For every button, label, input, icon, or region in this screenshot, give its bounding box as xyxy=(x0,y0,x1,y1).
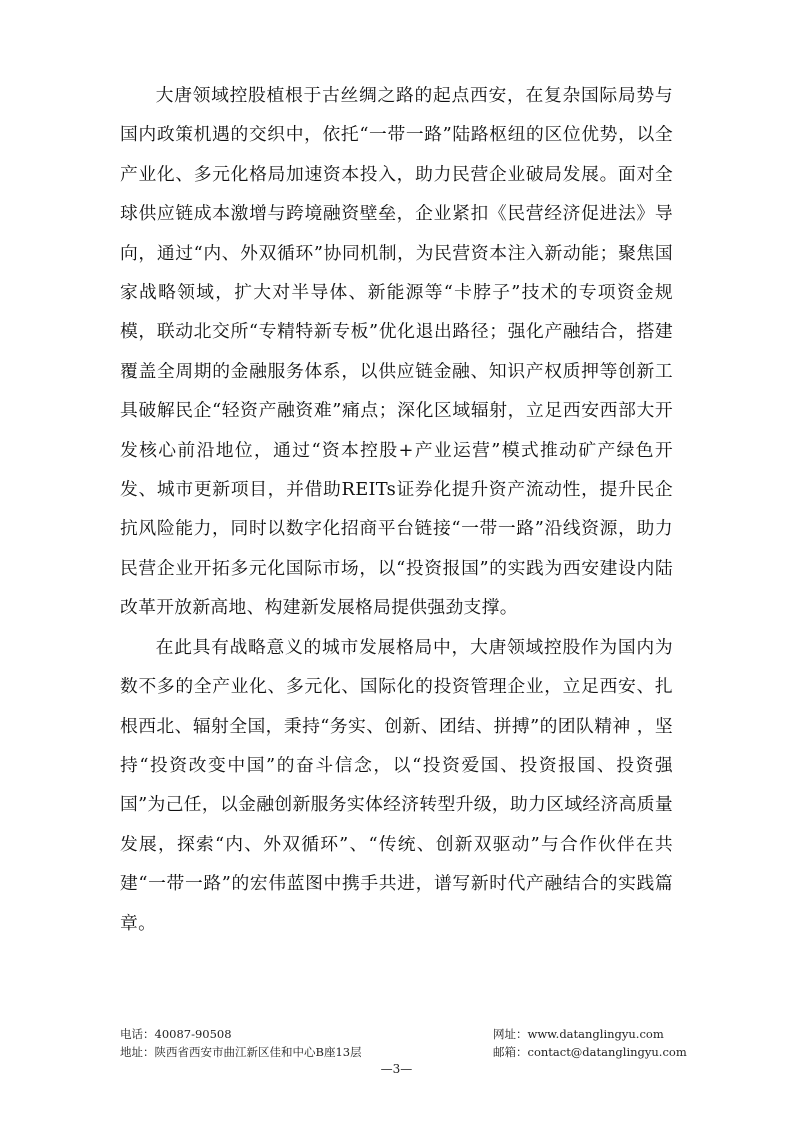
footer-address: 地址：陕西省西安市曲江新区佳和中心B座13层 xyxy=(120,1045,362,1059)
footer-email: 邮箱：contact@datanglingyu.com xyxy=(493,1045,687,1059)
footer-row-1 xyxy=(120,1025,673,1043)
footer-row-2 xyxy=(120,1043,687,1061)
footer-phone: 电话：40087-90508 xyxy=(120,1027,232,1041)
footer-website: 网址：www.datanglingyu.com xyxy=(493,1027,664,1041)
paragraph-2: 在此具有战略意义的城市发展格局中，大唐领域控股作为国内为数不多的全产业化、多元化、国际化的投资管理企业，立足西安、扎根西北、辐射全国，秉持“务实、创新、团结、拼搏”的团队精神 ，坚持“投资改变中国”的奋斗信念，以“投资爱国、投资报国、投资强国”为己任，以金融创新服务实体经济转型升级，助力区域经济高质量发展，探索“内、外双循环”、“传统、创新双驱动”与合作伙伴在共建“一带一路”的宏伟蓝图中携手共进，谱写新时代产融结合的实践篇章。 xyxy=(120,636,673,934)
paragraph-1: 大唐领域控股植根于古丝绸之路的起点西安，在复杂国际局势与国内政策机遇的交织中，依托“一带一路”陆路枢纽的区位优势，以全产业化、多元化格局加速资本投入，助力民营企业破局发展。面对全球供应链成本激增与跨境融资壁垒，企业紧扣《民营经济促进法》导向，通过“内、外双循环”协同机制，为民营资本注入新动能；聚焦国家战略领域，扩大对半导体、新能源等“卡脖子”技术的专项资金规模，联动北交所“专精特新专板”优化退出路径；强化产融结合，搭建覆盖全周期的金融服务体系，以供应链金融、知识产权质押等创新工具破解民企“轻资产融资难”痛点；深化区域辐射，立足西安西部大开发核心前沿地位，通过“资本控股+产业运营”模式推动矿产绿色开发、城市更新项目，并借助REITs证券化提升资产流动性，提升民企抗风险能力，同时以数字化招商平台链接“一带一路”沿线资源，助力民营企业开拓多元化国际市场，以“投资报国”的实践为西安建设内陆改革开放新高地、构建新发展格局提供强劲支撑。 xyxy=(120,85,673,619)
document-body xyxy=(120,76,673,943)
page-footer xyxy=(120,1025,687,1061)
page-number: —3— xyxy=(380,1062,413,1076)
